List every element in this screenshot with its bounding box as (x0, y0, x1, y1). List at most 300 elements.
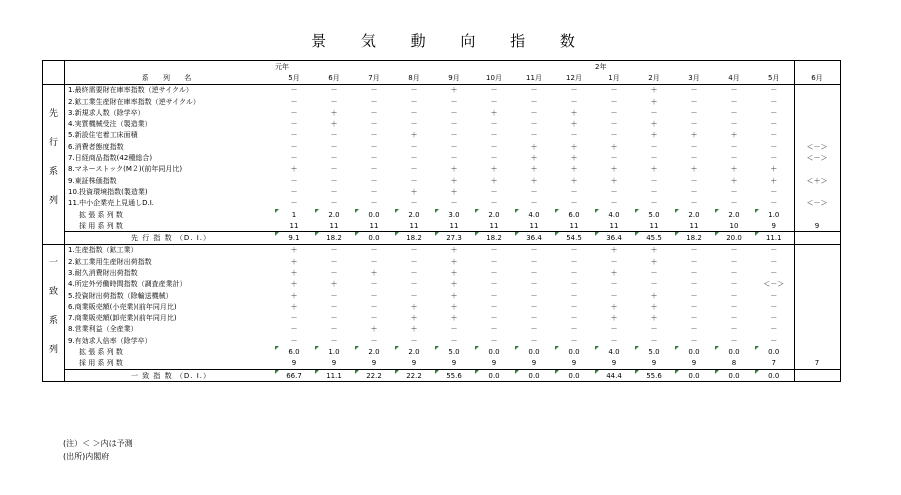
leading-group-label (43, 84, 65, 232)
adopted-value: 11 (314, 220, 354, 232)
signal-cell: － (730, 199, 738, 208)
signal-cell: － (730, 314, 738, 323)
index-value: 0.0 (474, 370, 514, 382)
month-header: 2月 (634, 72, 674, 84)
signal-cell: － (290, 97, 298, 106)
signal-cell: － (570, 336, 578, 345)
index-value: 0.0 (674, 370, 714, 382)
signal-cell: ＋ (450, 291, 458, 300)
series-row (43, 267, 841, 278)
signal-cell: － (610, 97, 618, 106)
era-1-label: 元年 (274, 61, 594, 73)
extended-value: 0.0 (354, 209, 394, 220)
signal-cell: ＋ (450, 280, 458, 289)
signal-cell: ＋ (450, 302, 458, 311)
signal-cell: ＋ (650, 302, 658, 311)
extended-value: 0.0 (554, 346, 594, 357)
signal-cell: － (370, 246, 378, 255)
forecast-cell (794, 164, 840, 175)
adopted-forecast: 7 (794, 358, 840, 370)
signal-cell: － (690, 154, 698, 163)
extended-value: 0.0 (714, 346, 754, 357)
signal-cell: － (610, 187, 618, 196)
adopted-value: 9 (554, 358, 594, 370)
signal-cell: ＋ (650, 131, 658, 140)
signal-cell: － (370, 120, 378, 129)
extended-value: 5.0 (634, 209, 674, 220)
signal-cell: － (570, 199, 578, 208)
series-name: 1.最終需要財在庫率指数（逆サイクル） (68, 86, 193, 95)
signal-cell: － (490, 268, 498, 277)
signal-cell: － (330, 199, 338, 208)
forecast-cell (794, 335, 840, 346)
signal-cell: － (570, 280, 578, 289)
signal-cell: － (450, 108, 458, 117)
series-row (43, 107, 841, 118)
signal-cell: ＋ (610, 142, 618, 151)
signal-cell: － (330, 187, 338, 196)
signal-cell: ＋ (650, 257, 658, 266)
signal-cell: － (490, 154, 498, 163)
signal-cell: ＋ (410, 187, 418, 196)
signal-cell: ＋ (610, 268, 618, 277)
extended-value: 6.0 (554, 209, 594, 220)
index-value: 55.6 (434, 370, 474, 382)
signal-cell: ＋ (290, 246, 298, 255)
index-value: 0.0 (354, 232, 394, 244)
series-name: 6.消費者態度指数 (68, 142, 124, 151)
series-row (43, 164, 841, 175)
forecast-cell (794, 301, 840, 312)
signal-cell: － (330, 165, 338, 174)
signal-cell: － (370, 199, 378, 208)
signal-cell: － (490, 142, 498, 151)
adopted-row (43, 220, 841, 232)
signal-cell: － (410, 176, 418, 185)
extended-value: 5.0 (434, 346, 474, 357)
signal-cell: ＋ (730, 131, 738, 140)
signal-cell: － (690, 199, 698, 208)
index-value: 18.2 (474, 232, 514, 244)
signal-cell: － (410, 97, 418, 106)
signal-cell: ＋ (570, 154, 578, 163)
group-label-char: 一 (48, 258, 58, 269)
signal-cell: － (490, 86, 498, 95)
forecast-cell (794, 256, 840, 267)
adopted-value: 9 (394, 358, 434, 370)
extended-value: 4.0 (514, 209, 554, 220)
group-blank (43, 370, 65, 382)
adopted-value: 11 (354, 220, 394, 232)
index-value: 44.4 (594, 370, 634, 382)
group-label-char: 先 (48, 109, 58, 120)
signal-cell: ＋ (570, 108, 578, 117)
group-label-char: 致 (48, 287, 58, 298)
series-name: 5.投資財出荷指数（除輸送機械） (68, 291, 173, 300)
group-label-char: 行 (48, 138, 58, 149)
signal-cell: － (610, 257, 618, 266)
index-value: 36.4 (594, 232, 634, 244)
group-label-char: 列 (48, 345, 58, 356)
signal-cell: － (370, 291, 378, 300)
forecast-cell (794, 313, 840, 324)
signal-cell: － (330, 97, 338, 106)
signal-cell: － (410, 154, 418, 163)
signal-cell: － (290, 131, 298, 140)
signal-cell: － (490, 120, 498, 129)
signal-cell: － (370, 176, 378, 185)
signal-cell: － (770, 120, 778, 129)
signal-cell: － (490, 314, 498, 323)
signal-cell: － (690, 97, 698, 106)
forecast-cell (794, 346, 840, 357)
signal-cell: ＋ (650, 165, 658, 174)
signal-cell: ＋ (490, 108, 498, 117)
signal-cell: － (690, 336, 698, 345)
series-name: 3.新規求人数（除学卒） (68, 108, 145, 117)
forecast-cell (794, 279, 840, 290)
signal-cell: ＋ (450, 165, 458, 174)
index-value: 18.2 (314, 232, 354, 244)
signal-cell: － (650, 154, 658, 163)
signal-cell: － (530, 187, 538, 196)
adopted-value: 11 (594, 220, 634, 232)
group-blank (43, 232, 65, 244)
signal-cell: － (730, 154, 738, 163)
extended-value: 0.0 (474, 346, 514, 357)
month-header: 3月 (674, 72, 714, 84)
signal-cell: － (410, 257, 418, 266)
forecast-cell (794, 290, 840, 301)
signal-cell: － (770, 199, 778, 208)
signal-cell: － (650, 280, 658, 289)
series-row (43, 130, 841, 141)
signal-cell: － (410, 280, 418, 289)
signal-cell: － (530, 97, 538, 106)
signal-cell: ＋ (490, 176, 498, 185)
signal-cell: － (650, 142, 658, 151)
series-name: 9.東証株価指数 (68, 176, 117, 185)
signal-cell: ＋ (650, 291, 658, 300)
signal-cell: － (450, 142, 458, 151)
signal-cell: － (530, 268, 538, 277)
signal-cell: － (570, 268, 578, 277)
signal-cell: ＋ (450, 246, 458, 255)
extended-value: 2.0 (474, 209, 514, 220)
extended-value: 6.0 (274, 346, 314, 357)
signal-cell: － (570, 314, 578, 323)
signal-cell: － (770, 302, 778, 311)
signal-cell: ＋ (610, 165, 618, 174)
series-row (43, 152, 841, 163)
series-row (43, 175, 841, 186)
signal-cell: － (530, 302, 538, 311)
signal-cell: － (730, 187, 738, 196)
signal-cell: － (330, 291, 338, 300)
signal-cell: － (290, 142, 298, 151)
adopted-value: 11 (474, 220, 514, 232)
adopted-value: 9 (474, 358, 514, 370)
signal-cell: － (570, 325, 578, 334)
signal-cell: － (370, 314, 378, 323)
signal-cell: ＋ (610, 302, 618, 311)
index-value: 27.3 (434, 232, 474, 244)
extended-row (43, 209, 841, 220)
signal-cell: － (370, 131, 378, 140)
signal-cell: － (610, 291, 618, 300)
extended-value: 4.0 (594, 209, 634, 220)
signal-cell: － (610, 280, 618, 289)
signal-cell: － (330, 246, 338, 255)
signal-cell: ＋ (490, 165, 498, 174)
signal-cell: － (530, 291, 538, 300)
adopted-value: 11 (674, 220, 714, 232)
signal-cell: － (610, 120, 618, 129)
month-header: 12月 (554, 72, 594, 84)
signal-cell: － (650, 325, 658, 334)
signal-cell: － (530, 314, 538, 323)
adopted-label: 採 用 系 列 数 (65, 358, 275, 370)
signal-cell: ＋ (650, 86, 658, 95)
index-value: 0.0 (554, 370, 594, 382)
signal-cell: － (290, 199, 298, 208)
signal-cell: － (490, 336, 498, 345)
index-value: 11.1 (314, 370, 354, 382)
adopted-value: 9 (514, 358, 554, 370)
signal-cell: － (490, 280, 498, 289)
signal-cell: － (690, 246, 698, 255)
signal-cell: － (730, 257, 738, 266)
signal-cell: ＋ (530, 176, 538, 185)
signal-cell: － (530, 257, 538, 266)
signal-cell: ＋ (610, 314, 618, 323)
signal-cell: － (490, 291, 498, 300)
adopted-forecast: 9 (794, 220, 840, 232)
extended-value: 1 (274, 209, 314, 220)
series-row (43, 118, 841, 129)
signal-cell: － (730, 246, 738, 255)
forecast-cell: ＜－＞ (794, 152, 840, 163)
signal-cell: － (690, 302, 698, 311)
series-row (43, 324, 841, 335)
signal-cell: － (370, 86, 378, 95)
signal-cell: － (290, 86, 298, 95)
forecast-cell: ＜＋＞ (794, 175, 840, 186)
month-header: 8月 (394, 72, 434, 84)
signal-cell: － (770, 187, 778, 196)
forecast-header-blank (794, 61, 840, 73)
signal-cell: － (770, 154, 778, 163)
signal-cell: － (570, 187, 578, 196)
signal-cell: － (770, 291, 778, 300)
signal-cell: － (610, 154, 618, 163)
signal-cell: － (690, 120, 698, 129)
index-value: 18.2 (394, 232, 434, 244)
adopted-value: 7 (754, 358, 794, 370)
signal-cell: － (770, 336, 778, 345)
signal-cell: － (370, 97, 378, 106)
month-header: 10月 (474, 72, 514, 84)
signal-cell: － (690, 314, 698, 323)
index-value: 20.0 (714, 232, 754, 244)
signal-cell: － (570, 302, 578, 311)
signal-cell: － (770, 314, 778, 323)
adopted-value: 11 (274, 220, 314, 232)
signal-cell: － (770, 97, 778, 106)
series-row (43, 313, 841, 324)
signal-cell: ＋ (290, 291, 298, 300)
signal-cell: － (410, 142, 418, 151)
signal-cell: － (330, 154, 338, 163)
group-header-cell (43, 72, 65, 84)
series-row (43, 301, 841, 312)
signal-cell: － (330, 314, 338, 323)
forecast-cell (794, 244, 840, 256)
signal-cell: ＋ (570, 176, 578, 185)
signal-cell: － (290, 325, 298, 334)
signal-cell: ＋ (570, 165, 578, 174)
signal-cell: ＋ (690, 131, 698, 140)
signal-cell: － (530, 325, 538, 334)
index-value: 0.0 (754, 370, 794, 382)
signal-cell: － (770, 246, 778, 255)
signal-cell: － (770, 108, 778, 117)
signal-cell: － (370, 187, 378, 196)
extended-value: 5.0 (634, 346, 674, 357)
signal-cell: － (450, 131, 458, 140)
signal-cell: － (290, 154, 298, 163)
signal-cell: － (370, 142, 378, 151)
series-name: 2.鉱工業生産財在庫率指数（逆サイクル） (68, 97, 200, 106)
series-row (43, 84, 841, 96)
adopted-value: 9 (354, 358, 394, 370)
series-name: 3.耐久消費財出荷指数 (68, 268, 138, 277)
signal-cell: ＋ (450, 176, 458, 185)
forecast-cell (794, 209, 840, 220)
signal-cell: － (690, 280, 698, 289)
signal-cell: － (570, 291, 578, 300)
era-2-label: 2年 (594, 61, 794, 73)
signal-cell: － (410, 86, 418, 95)
series-row (43, 186, 841, 197)
extended-value: 2.0 (674, 209, 714, 220)
signal-cell: － (330, 86, 338, 95)
signal-cell: － (290, 108, 298, 117)
index-value: 45.5 (634, 232, 674, 244)
signal-cell: － (290, 336, 298, 345)
index-label: 先 行 指 数 （D. I.） (65, 232, 275, 244)
series-name: 7.商業販売額(卸売業)(前年同月比) (68, 314, 177, 323)
signal-cell: － (610, 325, 618, 334)
signal-cell: － (730, 325, 738, 334)
signal-cell: － (330, 142, 338, 151)
signal-cell: － (290, 176, 298, 185)
month-header: 5月 (754, 72, 794, 84)
signal-cell: － (450, 336, 458, 345)
signal-cell: － (410, 268, 418, 277)
signal-cell: － (610, 131, 618, 140)
signal-cell: ＋ (530, 142, 538, 151)
extended-value: 2.0 (354, 346, 394, 357)
signal-cell: － (690, 257, 698, 266)
signal-cell: ＋ (290, 280, 298, 289)
forecast-cell (794, 324, 840, 335)
forecast-cell (794, 232, 840, 244)
signal-cell: ＋ (450, 268, 458, 277)
adopted-value: 10 (714, 220, 754, 232)
signal-cell: ＋ (290, 268, 298, 277)
series-name: 5.新設住宅着工床面積 (68, 131, 138, 140)
signal-cell: － (450, 325, 458, 334)
index-value: 66.7 (274, 370, 314, 382)
signal-cell: － (530, 336, 538, 345)
forecast-cell (794, 267, 840, 278)
series-row (43, 198, 841, 209)
adopted-label: 採 用 系 列 数 (65, 220, 275, 232)
month-header: 11月 (514, 72, 554, 84)
signal-cell: ＋ (690, 165, 698, 174)
signal-cell: ＋ (610, 176, 618, 185)
signal-cell: ＋ (410, 302, 418, 311)
extended-value: 2.0 (394, 209, 434, 220)
signal-cell: － (450, 154, 458, 163)
signal-cell: ＋ (290, 257, 298, 266)
index-row (43, 232, 841, 244)
adopted-value: 9 (634, 358, 674, 370)
signal-cell: － (690, 187, 698, 196)
signal-cell: － (330, 302, 338, 311)
series-name-header: 系 列 名 (65, 72, 275, 84)
signal-cell: － (490, 97, 498, 106)
month-header: 6月 (314, 72, 354, 84)
signal-cell: － (490, 199, 498, 208)
extended-value: 1.0 (754, 209, 794, 220)
signal-cell: － (730, 108, 738, 117)
signal-cell: ＋ (770, 165, 778, 174)
series-name: 6.商業販売額(小売業)(前年同月比) (68, 302, 177, 311)
signal-cell: － (530, 131, 538, 140)
index-value: 55.6 (634, 370, 674, 382)
index-value: 18.2 (674, 232, 714, 244)
signal-cell: ＋ (330, 280, 338, 289)
signal-cell: － (770, 257, 778, 266)
adopted-value: 11 (634, 220, 674, 232)
index-value: 11.1 (754, 232, 794, 244)
signal-cell: － (370, 154, 378, 163)
signal-cell: ＋ (530, 165, 538, 174)
adopted-row (43, 358, 841, 370)
series-name: 9.有効求人倍率（除学卒） (68, 336, 152, 345)
signal-cell: － (610, 199, 618, 208)
signal-cell: ＜－＞ (763, 280, 785, 289)
signal-cell: ＋ (570, 142, 578, 151)
extended-value: 3.0 (434, 209, 474, 220)
signal-cell: － (730, 97, 738, 106)
signal-cell: － (290, 120, 298, 129)
extended-value: 1.0 (314, 346, 354, 357)
coincident-group-label (43, 244, 65, 369)
adopted-value: 11 (394, 220, 434, 232)
forecast-cell: ＜－＞ (794, 141, 840, 152)
index-value: 22.2 (394, 370, 434, 382)
series-header-blank (65, 61, 275, 73)
month-header: 5月 (274, 72, 314, 84)
signal-cell: ＋ (290, 165, 298, 174)
signal-cell: － (730, 142, 738, 151)
signal-cell: － (530, 199, 538, 208)
extended-value: 4.0 (594, 346, 634, 357)
extended-value: 0.0 (514, 346, 554, 357)
